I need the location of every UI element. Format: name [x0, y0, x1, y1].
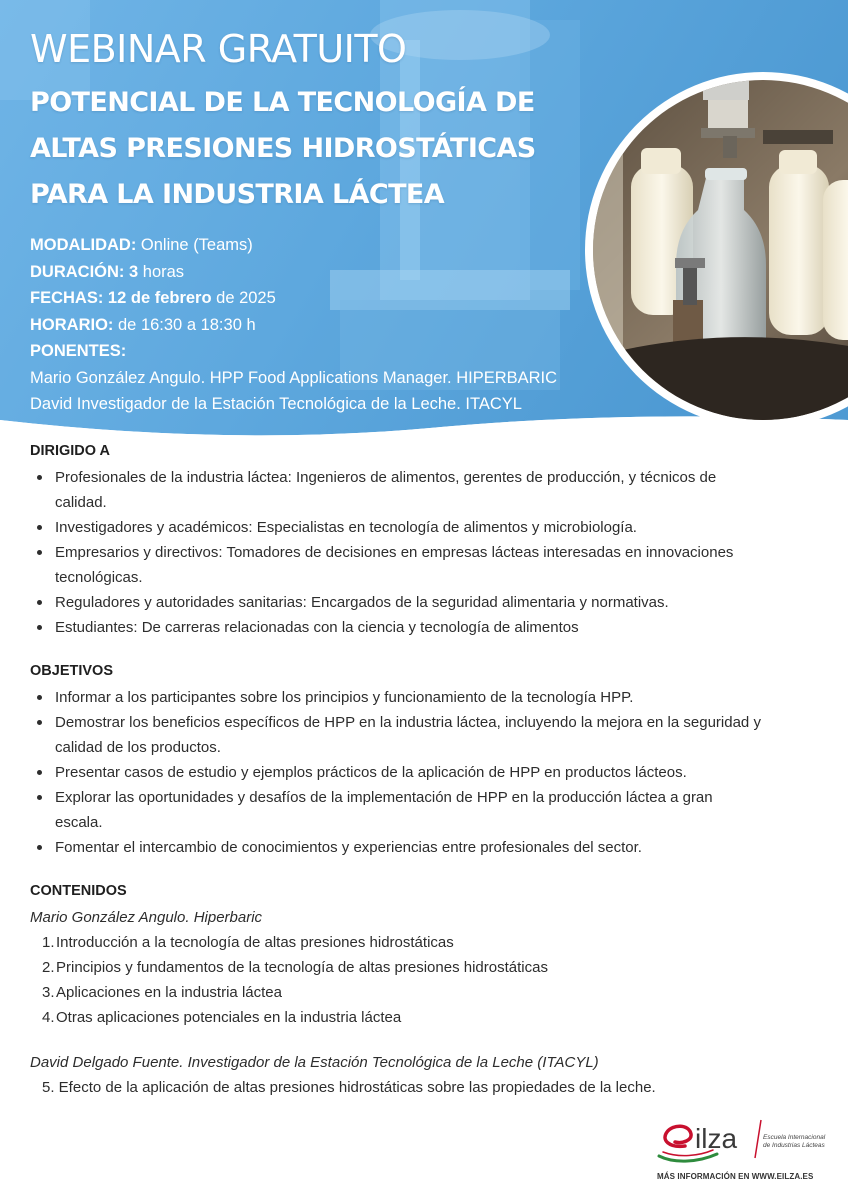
contenidos-section	[30, 881, 830, 1100]
ponente-item: Mario González Angulo. HPP Food Applications Manager. HIPERBARIC	[30, 368, 558, 387]
duracion-number: 3	[124, 262, 139, 281]
item-number: 2.	[42, 959, 55, 976]
list-item-text: Demostrar los beneficios específicos de HPP en la industria láctea, incluyendo la mejora en la seguridad y	[55, 714, 761, 731]
numbered-item	[30, 955, 830, 980]
item-number: 3.	[42, 984, 55, 1001]
speaker-name: David Delgado Fuente. Investigador de la Estación Tecnológica de la Leche (ITACYL)	[30, 1054, 599, 1071]
speaker-name: Mario González Angulo. Hiperbaric	[30, 909, 263, 926]
more-info-link[interactable]: MÁS INFORMACIÓN EN WWW.EILZA.ES	[657, 1172, 814, 1181]
content-body	[30, 441, 830, 1121]
list-item: Informar a los participantes sobre los principios y funcionamiento de la tecnología HPP.	[30, 685, 830, 710]
horario-row	[30, 312, 590, 339]
list-item-text: Profesionales de la industria láctea: Ingenieros de alimentos, gerentes de producción, y técnicos de	[55, 469, 717, 486]
list-item-text: calidad de los productos.	[55, 739, 221, 756]
numbered-item	[30, 980, 830, 1005]
horario-value: de 16:30 a 18:30 h	[113, 315, 256, 334]
title-line: POTENCIAL DE LA TECNOLOGÍA DE	[30, 87, 535, 118]
duracion-row	[30, 259, 590, 286]
list-item	[30, 540, 830, 590]
duracion-label: DURACIÓN:	[30, 262, 125, 281]
list-item	[30, 785, 830, 835]
numbered-item	[30, 1005, 830, 1030]
webinar-kicker: WEBINAR GRATUITO	[30, 27, 407, 71]
objetivos-list	[30, 685, 830, 860]
item-text: Aplicaciones en la industria láctea	[56, 984, 282, 1001]
eilza-logo-mark	[655, 1112, 765, 1168]
item-text: Introducción a la tecnología de altas presiones hidrostáticas	[56, 934, 454, 951]
title-line: PARA LA INDUSTRIA LÁCTEA	[30, 179, 445, 210]
list-item: Fomentar el intercambio de conocimientos y experiencias entre profesionales del sector.	[30, 835, 830, 860]
modalidad-label: MODALIDAD:	[30, 236, 137, 254]
list-item-text: Explorar las oportunidades y desafíos de la implementación de HPP en la producción láctea a gran	[55, 789, 713, 806]
horario-label: HORARIO:	[30, 315, 114, 334]
list-item: Reguladores y autoridades sanitarias: Encargados de la seguridad alimentaria y normativas.	[30, 590, 830, 615]
list-item-text: Empresarios y directivos: Tomadores de decisiones en empresas lácteas interesadas en innovaciones	[55, 544, 734, 561]
item-number: 4.	[42, 1009, 55, 1026]
list-item: Presentar casos de estudio y ejemplos prácticos de la aplicación de HPP en productos lácteos.	[30, 760, 830, 785]
eilza-logo[interactable]	[655, 1112, 845, 1192]
logo-subtitle-line: de Industrias Lácteas	[763, 1142, 825, 1149]
fechas-date: 12 de febrero	[103, 289, 212, 307]
list-item: Estudiantes: De carreras relacionadas con la ciencia y tecnología de alimentos	[30, 615, 830, 640]
fechas-value: de 2025	[211, 289, 276, 307]
dirigido-section	[30, 441, 830, 640]
logo-wordmark: ilza	[695, 1123, 738, 1154]
title-line: ALTAS PRESIONES HIDROSTÁTICAS	[30, 133, 536, 164]
header-text-block	[30, 26, 590, 418]
ponente-item: David Investigador de la Estación Tecnológica de la Leche. ITACYL	[30, 395, 522, 413]
ponentes-label: PONENTES:	[30, 342, 127, 360]
event-info	[30, 232, 590, 418]
list-item-text: escala.	[55, 814, 103, 831]
numbered-item: 5. Efecto de la aplicación de altas presiones hidrostáticas sobre las propiedades de la leche.	[42, 1079, 656, 1096]
modalidad-value: Online (Teams)	[136, 236, 253, 254]
modalidad-row	[30, 232, 590, 259]
header-banner	[0, 0, 848, 440]
fechas-row	[30, 285, 590, 312]
list-item-text: tecnológicas.	[55, 569, 143, 586]
list-item	[30, 465, 830, 515]
dirigido-title: DIRIGIDO A	[30, 443, 111, 459]
list-item: Investigadores y académicos: Especialistas en tecnología de alimentos y microbiología.	[30, 515, 830, 540]
objetivos-title: OBJETIVOS	[30, 663, 113, 679]
duracion-value: horas	[138, 262, 185, 281]
numbered-item	[30, 930, 830, 955]
objetivos-section	[30, 661, 830, 860]
item-text: Principios y fundamentos de la tecnología de altas presiones hidrostáticas	[56, 959, 548, 976]
webinar-title	[30, 80, 590, 218]
list-item	[30, 710, 830, 760]
contenidos-list	[30, 930, 830, 1030]
list-item-text: calidad.	[55, 494, 107, 511]
milk-bottles-photo	[583, 70, 848, 424]
ponentes-row	[30, 338, 590, 365]
item-number: 1.	[42, 934, 55, 951]
dirigido-list	[30, 465, 830, 640]
logo-subtitle	[763, 1134, 843, 1150]
logo-subtitle-line: Escuela Internacional	[763, 1134, 826, 1141]
fechas-label: FECHAS:	[30, 289, 104, 307]
contenidos-title: CONTENIDOS	[30, 883, 127, 899]
item-text: Otras aplicaciones potenciales en la industria láctea	[56, 1009, 402, 1026]
